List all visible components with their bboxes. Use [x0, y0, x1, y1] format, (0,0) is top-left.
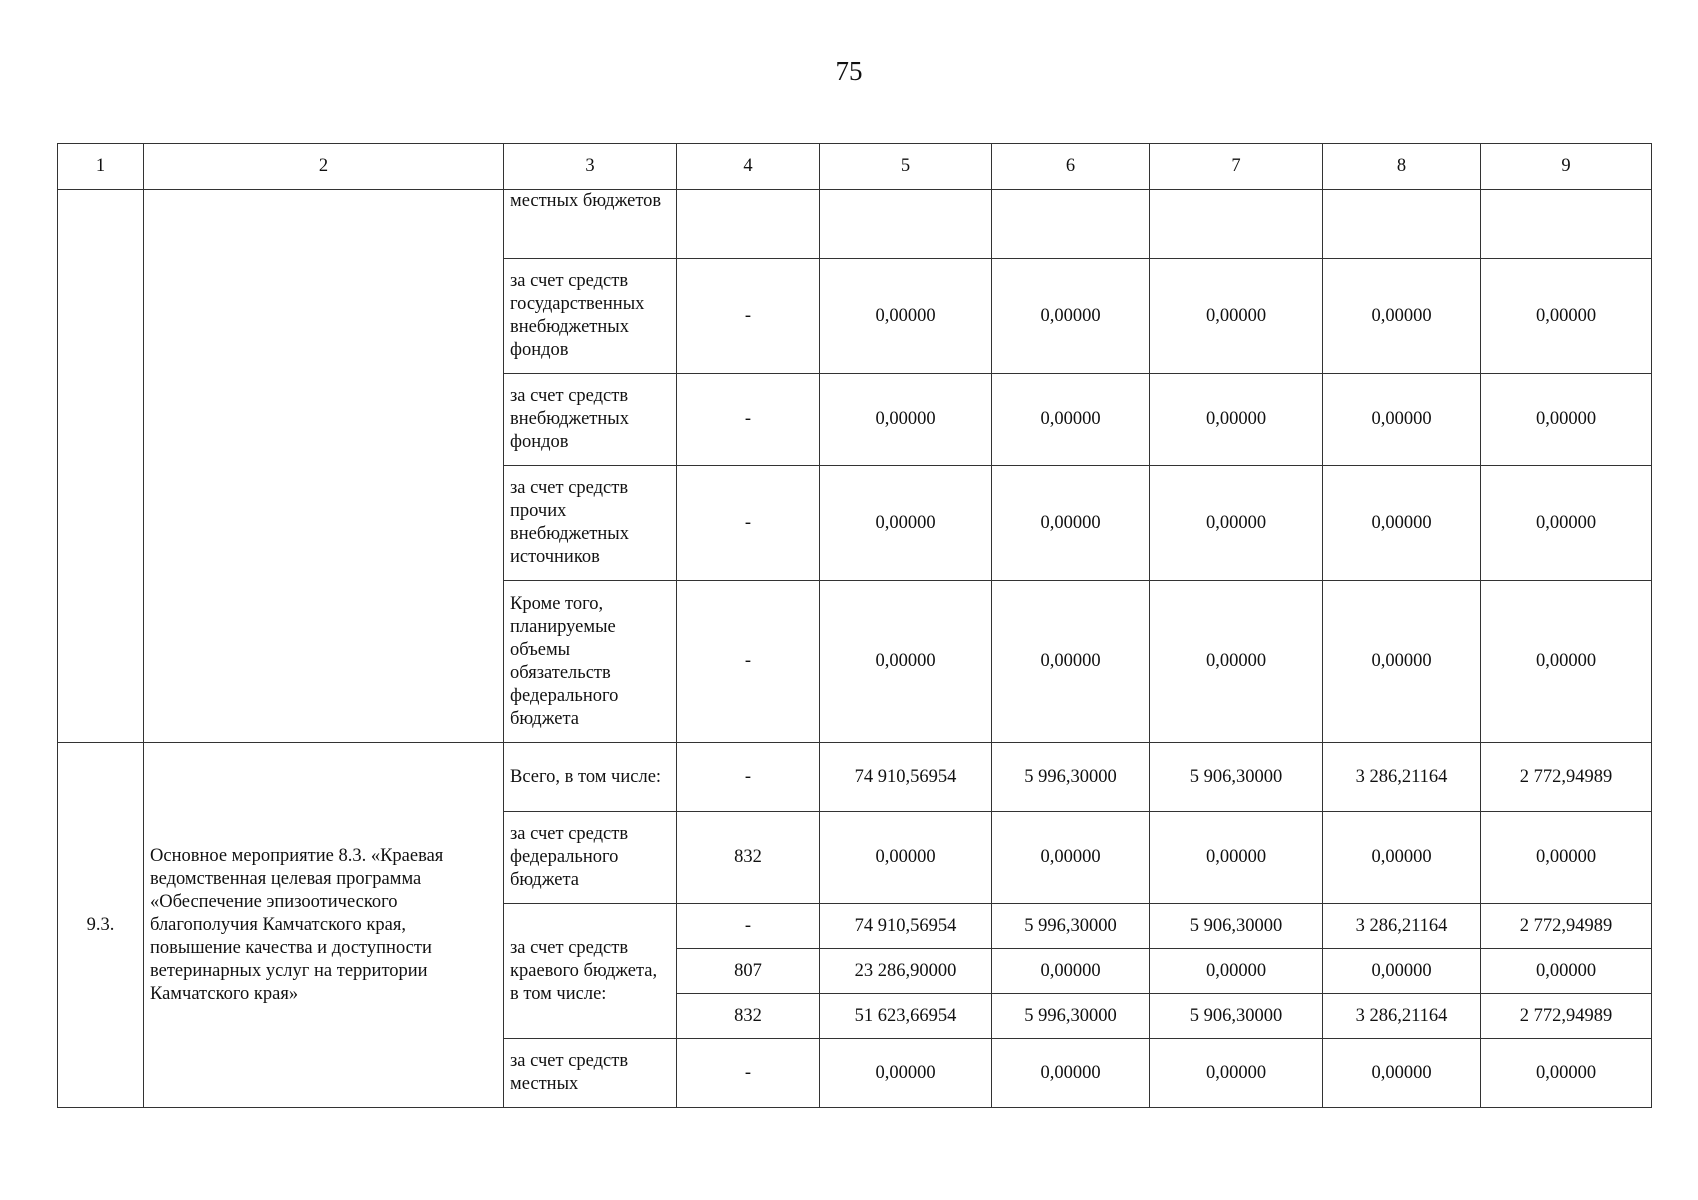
value-cell: 0,00000 [820, 812, 992, 904]
value-cell: 0,00000 [1150, 812, 1323, 904]
value-cell: 0,00000 [1150, 1039, 1323, 1108]
value-cell: 0,00000 [820, 581, 992, 743]
value-cell: 0,00000 [1150, 466, 1323, 581]
header-cell: 3 [504, 144, 677, 190]
value-cell: 0,00000 [992, 581, 1150, 743]
header-cell: 4 [677, 144, 820, 190]
code-cell: 832 [677, 812, 820, 904]
code-cell: 832 [677, 994, 820, 1039]
value-cell: 0,00000 [1323, 581, 1481, 743]
value-cell: 0,00000 [1481, 259, 1652, 374]
value-cell: 0,00000 [1481, 374, 1652, 466]
value-cell: 0,00000 [820, 374, 992, 466]
value-cell: 0,00000 [1150, 949, 1323, 994]
value-cell: 2 772,94989 [1481, 904, 1652, 949]
header-row [58, 144, 1652, 190]
code-cell: - [677, 466, 820, 581]
value-cell: 0,00000 [820, 259, 992, 374]
funding-source-label: за счет средств федерального бюджета [504, 812, 677, 904]
value-cell: 2 772,94989 [1481, 994, 1652, 1039]
value-cell: 0,00000 [1150, 374, 1323, 466]
code-cell [677, 190, 820, 259]
value-cell: 5 906,30000 [1150, 994, 1323, 1039]
value-cell: 0,00000 [1323, 466, 1481, 581]
funding-source-label: Кроме того, планируемые объемы обязательств федерального бюджета [504, 581, 677, 743]
item-name-cell [144, 190, 504, 743]
header-cell: 1 [58, 144, 144, 190]
value-cell: 0,00000 [1323, 1039, 1481, 1108]
value-cell: 5 906,30000 [1150, 743, 1323, 812]
value-cell [992, 190, 1150, 259]
value-cell: 74 910,56954 [820, 743, 992, 812]
value-cell: 0,00000 [1323, 949, 1481, 994]
code-cell: - [677, 374, 820, 466]
funding-source-label: за счет средств краевого бюджета, в том числе: [504, 904, 677, 1039]
table-row [58, 743, 1652, 812]
funding-source-label: за счет средств внебюджетных фондов [504, 374, 677, 466]
value-cell: 0,00000 [820, 466, 992, 581]
funding-source-label: за счет средств государственных внебюджетных фондов [504, 259, 677, 374]
value-cell: 0,00000 [992, 374, 1150, 466]
value-cell: 3 286,21164 [1323, 743, 1481, 812]
value-cell: 0,00000 [1481, 949, 1652, 994]
value-cell [1481, 190, 1652, 259]
value-cell: 74 910,56954 [820, 904, 992, 949]
value-cell: 5 996,30000 [992, 994, 1150, 1039]
funding-source-label: местных бюджетов [504, 190, 677, 259]
value-cell: 0,00000 [1481, 466, 1652, 581]
funding-source-label: за счет средств прочих внебюджетных источников [504, 466, 677, 581]
header-cell: 9 [1481, 144, 1652, 190]
value-cell [820, 190, 992, 259]
value-cell: 23 286,90000 [820, 949, 992, 994]
item-name-cell: Основное мероприятие 8.3. «Краевая ведомственная целевая программа «Обеспечение эпизоотического благополучия Камчатского края, повышение качества и доступности ветеринарных услуг на территории Камчатского края» [144, 743, 504, 1108]
item-number-cell [58, 190, 144, 743]
value-cell: 2 772,94989 [1481, 743, 1652, 812]
header-cell: 8 [1323, 144, 1481, 190]
table-row [58, 190, 1652, 259]
value-cell: 0,00000 [1481, 581, 1652, 743]
value-cell: 5 996,30000 [992, 904, 1150, 949]
value-cell: 5 996,30000 [992, 743, 1150, 812]
value-cell: 3 286,21164 [1323, 994, 1481, 1039]
value-cell: 5 906,30000 [1150, 904, 1323, 949]
value-cell: 51 623,66954 [820, 994, 992, 1039]
value-cell: 0,00000 [1481, 1039, 1652, 1108]
value-cell [1150, 190, 1323, 259]
code-cell: - [677, 743, 820, 812]
value-cell: 0,00000 [1150, 259, 1323, 374]
value-cell: 0,00000 [992, 1039, 1150, 1108]
value-cell: 0,00000 [1323, 259, 1481, 374]
value-cell: 0,00000 [1150, 581, 1323, 743]
value-cell: 0,00000 [1481, 812, 1652, 904]
code-cell: 807 [677, 949, 820, 994]
value-cell: 3 286,21164 [1323, 904, 1481, 949]
value-cell: 0,00000 [1323, 812, 1481, 904]
code-cell: - [677, 904, 820, 949]
header-cell: 5 [820, 144, 992, 190]
funding-source-label: за счет средств местных [504, 1039, 677, 1108]
value-cell: 0,00000 [992, 812, 1150, 904]
value-cell: 0,00000 [820, 1039, 992, 1108]
code-cell: - [677, 259, 820, 374]
budget-table [57, 143, 1652, 1108]
code-cell: - [677, 1039, 820, 1108]
header-cell: 2 [144, 144, 504, 190]
funding-source-label: Всего, в том числе: [504, 743, 677, 812]
item-number-cell: 9.3. [58, 743, 144, 1108]
value-cell: 0,00000 [992, 949, 1150, 994]
code-cell: - [677, 581, 820, 743]
header-cell: 7 [1150, 144, 1323, 190]
value-cell [1323, 190, 1481, 259]
header-cell: 6 [992, 144, 1150, 190]
value-cell: 0,00000 [992, 259, 1150, 374]
page-number: 75 [835, 56, 863, 86]
value-cell: 0,00000 [992, 466, 1150, 581]
value-cell: 0,00000 [1323, 374, 1481, 466]
